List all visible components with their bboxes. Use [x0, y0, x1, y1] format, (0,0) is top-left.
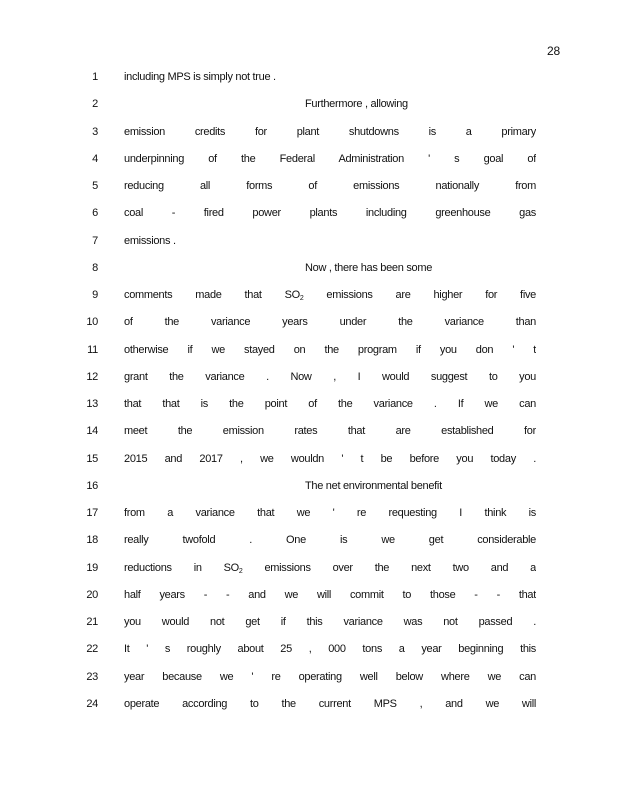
line-text-segment: otherwise if we stayed on the program if you don ' t — [124, 343, 536, 356]
line-text-segment: emissions are higher for five — [303, 289, 536, 301]
line-number: 3 — [92, 125, 98, 138]
line-text — [124, 180, 536, 192]
line-number: 20 — [86, 588, 98, 601]
transcript-line — [0, 289, 618, 316]
line-number: 23 — [86, 670, 98, 683]
transcript-line — [0, 398, 618, 425]
line-number: 13 — [86, 398, 98, 410]
line-text-segment: meet the emission rates that are established for — [124, 425, 536, 438]
line-text — [124, 371, 536, 383]
line-number: 10 — [86, 316, 98, 329]
line-number: 1 — [92, 71, 98, 83]
line-text-segment: you would not get if this variance was not passed . — [124, 616, 536, 628]
line-number: 7 — [92, 234, 98, 247]
transcript-line — [0, 371, 618, 398]
line-number: 12 — [86, 370, 98, 383]
line-text — [124, 398, 536, 410]
transcript-line — [0, 344, 618, 371]
transcript-line — [0, 316, 618, 343]
transcript-line — [0, 507, 618, 534]
line-number: 14 — [86, 425, 98, 438]
line-text-segment: that that is the point of the variance . If we can — [124, 398, 536, 410]
transcript-line — [0, 562, 618, 589]
line-text-segment: 2015 and 2017 , we wouldn ' t be before you today . — [124, 452, 536, 465]
line-number: 19 — [86, 561, 98, 574]
line-text-segment: operate according to the current MPS , and we will — [124, 697, 536, 710]
line-number: 24 — [86, 697, 98, 710]
line-text-segment: really twofold . One is we get considerable — [124, 534, 536, 547]
transcript-line — [0, 126, 618, 153]
line-text — [124, 507, 536, 519]
line-number: 6 — [92, 207, 98, 220]
line-text-segment: from a variance that we ' re requesting I think is — [124, 507, 536, 519]
line-text-segment: half years - - and we will commit to those - - that — [124, 588, 536, 601]
subscript: 2 — [299, 295, 304, 302]
line-number: 17 — [86, 507, 98, 519]
line-text — [124, 289, 536, 302]
transcript-lines — [0, 71, 618, 725]
transcript-line — [0, 153, 618, 180]
line-number: 16 — [86, 479, 98, 492]
line-text — [124, 344, 536, 356]
line-text-segment: of the variance years under the variance than — [124, 316, 536, 329]
transcript-line — [0, 71, 618, 98]
line-text — [305, 480, 536, 492]
line-number: 4 — [92, 152, 98, 165]
transcript-line — [0, 698, 618, 725]
line-text — [124, 589, 536, 601]
line-text — [124, 71, 536, 83]
transcript-line — [0, 643, 618, 670]
line-text — [124, 643, 536, 655]
line-text — [124, 235, 536, 247]
line-text-segment: emissions over the next two and a — [242, 561, 536, 574]
transcript-line — [0, 589, 618, 616]
transcript-line — [0, 235, 618, 262]
transcript-line — [0, 262, 618, 289]
transcript-line — [0, 98, 618, 125]
line-text-segment: emission credits for plant shutdowns is a primary — [124, 125, 536, 138]
transcript-line — [0, 480, 618, 507]
line-number: 15 — [86, 452, 98, 465]
line-text — [124, 671, 536, 683]
line-text-segment: The net environmental benefit — [305, 479, 442, 492]
line-text — [124, 616, 536, 628]
line-text-segment: coal - fired power plants including greenhouse gas — [124, 207, 536, 220]
line-text-segment: reductions in SO — [124, 561, 239, 574]
line-text — [124, 316, 536, 328]
line-text-segment: underpinning of the Federal Administration ' s goal of — [124, 152, 536, 165]
subscript: 2 — [238, 567, 243, 575]
page-number: 28 — [547, 44, 560, 58]
line-text-segment: including MPS is simply not true . — [124, 71, 276, 83]
line-number: 8 — [92, 261, 98, 274]
line-text-segment: comments made that SO — [124, 289, 300, 301]
line-number: 21 — [86, 616, 98, 628]
line-text-segment: Furthermore , allowing — [305, 98, 408, 111]
transcript-line — [0, 534, 618, 561]
line-number: 22 — [86, 643, 98, 656]
line-number: 18 — [86, 534, 98, 547]
line-text — [124, 153, 536, 165]
line-text — [124, 453, 536, 465]
line-text — [305, 98, 536, 110]
line-text — [124, 534, 536, 546]
line-text — [124, 562, 536, 575]
line-text — [124, 698, 536, 710]
line-text — [124, 126, 536, 138]
line-text — [305, 262, 536, 274]
transcript-line — [0, 207, 618, 234]
line-number: 5 — [92, 180, 98, 192]
line-number: 11 — [87, 343, 98, 356]
line-text-segment: year because we ' re operating well below where we can — [124, 670, 536, 683]
transcript-line — [0, 671, 618, 698]
line-text — [124, 425, 536, 437]
transcript-line — [0, 425, 618, 452]
transcript-line — [0, 180, 618, 207]
line-text — [124, 207, 536, 219]
line-text-segment: emissions . — [124, 234, 176, 247]
line-text-segment: It ' s roughly about 25 , 000 tons a year beginning this — [124, 643, 536, 656]
line-number: 2 — [92, 98, 98, 111]
line-text-segment: grant the variance . Now , I would suggest to you — [124, 370, 536, 383]
transcript-line — [0, 616, 618, 643]
line-number: 9 — [92, 289, 98, 301]
line-text-segment: reducing all forms of emissions nationally from — [124, 180, 536, 192]
transcript-line — [0, 453, 618, 480]
line-text-segment: Now , there has been some — [305, 261, 433, 274]
